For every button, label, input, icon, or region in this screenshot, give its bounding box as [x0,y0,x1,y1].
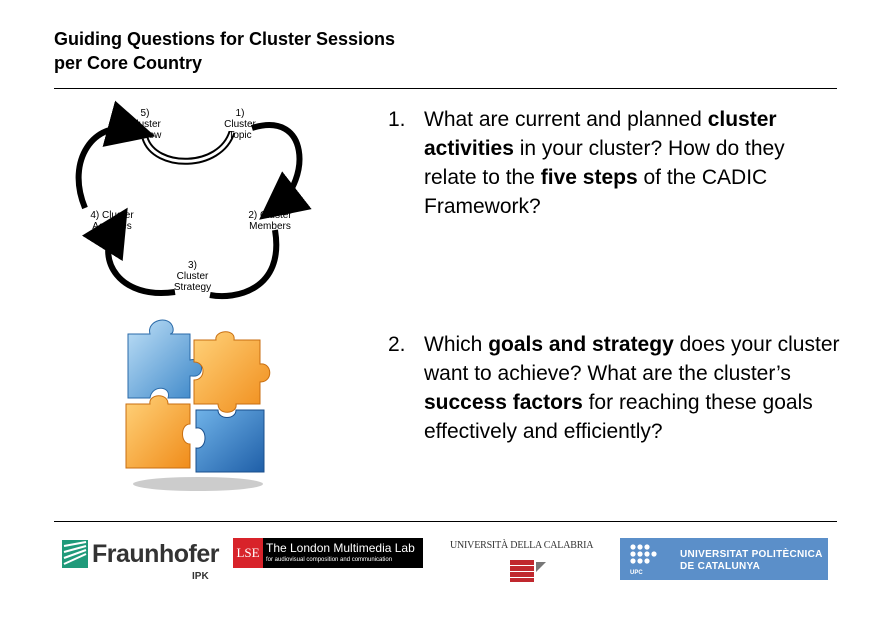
lse-badge: LSE [233,538,263,568]
question-2 [388,330,843,446]
question-2-segment: goals and strategy [488,333,674,356]
cycle-step-5: 5) Cluster Review [128,108,162,141]
cycle-step-4: 4) Cluster Activities [90,210,134,232]
question-1-segment: cluster activities [424,108,777,160]
slide-title-line2: per Core Country [54,53,203,73]
cycle-step-1: 1) Cluster Topic [224,108,256,141]
question-2-segment: Which [424,333,489,356]
upc-line1: UNIVERSITAT POLITÈCNICA [680,549,823,560]
fraunhofer-name: Fraunhofer [92,540,219,568]
lse-logo [233,538,423,568]
bottom-divider [54,521,837,522]
question-2-segment: does your cluster want to achieve? What are the cluster’s [424,333,840,385]
upc-mark: UPC [630,570,643,576]
question-1-segment: five steps [540,166,638,189]
cycle-diagram [60,100,340,300]
puzzle-icon [118,312,278,494]
cycle-step-2: 2) Cluster Members [248,210,292,232]
fraunhofer-sub: IPK [192,571,209,582]
slide-title-line1: Guiding Questions for Cluster Sessions [54,29,396,49]
question-2-segment: for reaching these goals effectively and efficiently? [424,391,813,443]
slide-title [54,27,395,75]
unical-emblem-icon [510,560,546,582]
top-divider [54,88,837,89]
question-2-segment: success factors [424,391,583,414]
question-2-text [424,330,843,446]
unical-logo [450,540,595,584]
question-1-number: 1. [388,108,406,131]
upc-line2: DE CATALUNYA [680,561,761,572]
cycle-step-3: 3) Cluster Strategy [173,260,212,293]
unical-name: UNIVERSITÀ DELLA CALABRIA [450,540,594,551]
lse-name: The London Multimedia Lab [266,541,415,555]
upc-logo [620,538,828,580]
upc-dots-icon [628,542,658,572]
question-1-segment: in your cluster? How do they relate to the [424,137,785,189]
fraunhofer-mark-icon [62,540,88,568]
question-1-text [424,105,843,221]
fraunhofer-logo [62,538,219,588]
question-2-number: 2. [388,333,406,356]
question-1 [388,105,843,221]
question-1-segment: of the CADIC Framework? [424,166,768,218]
puzzle-image [118,312,278,494]
lse-sub: for audiovisual composition and communication [266,557,393,563]
question-1-segment: What are current and planned [424,108,708,131]
